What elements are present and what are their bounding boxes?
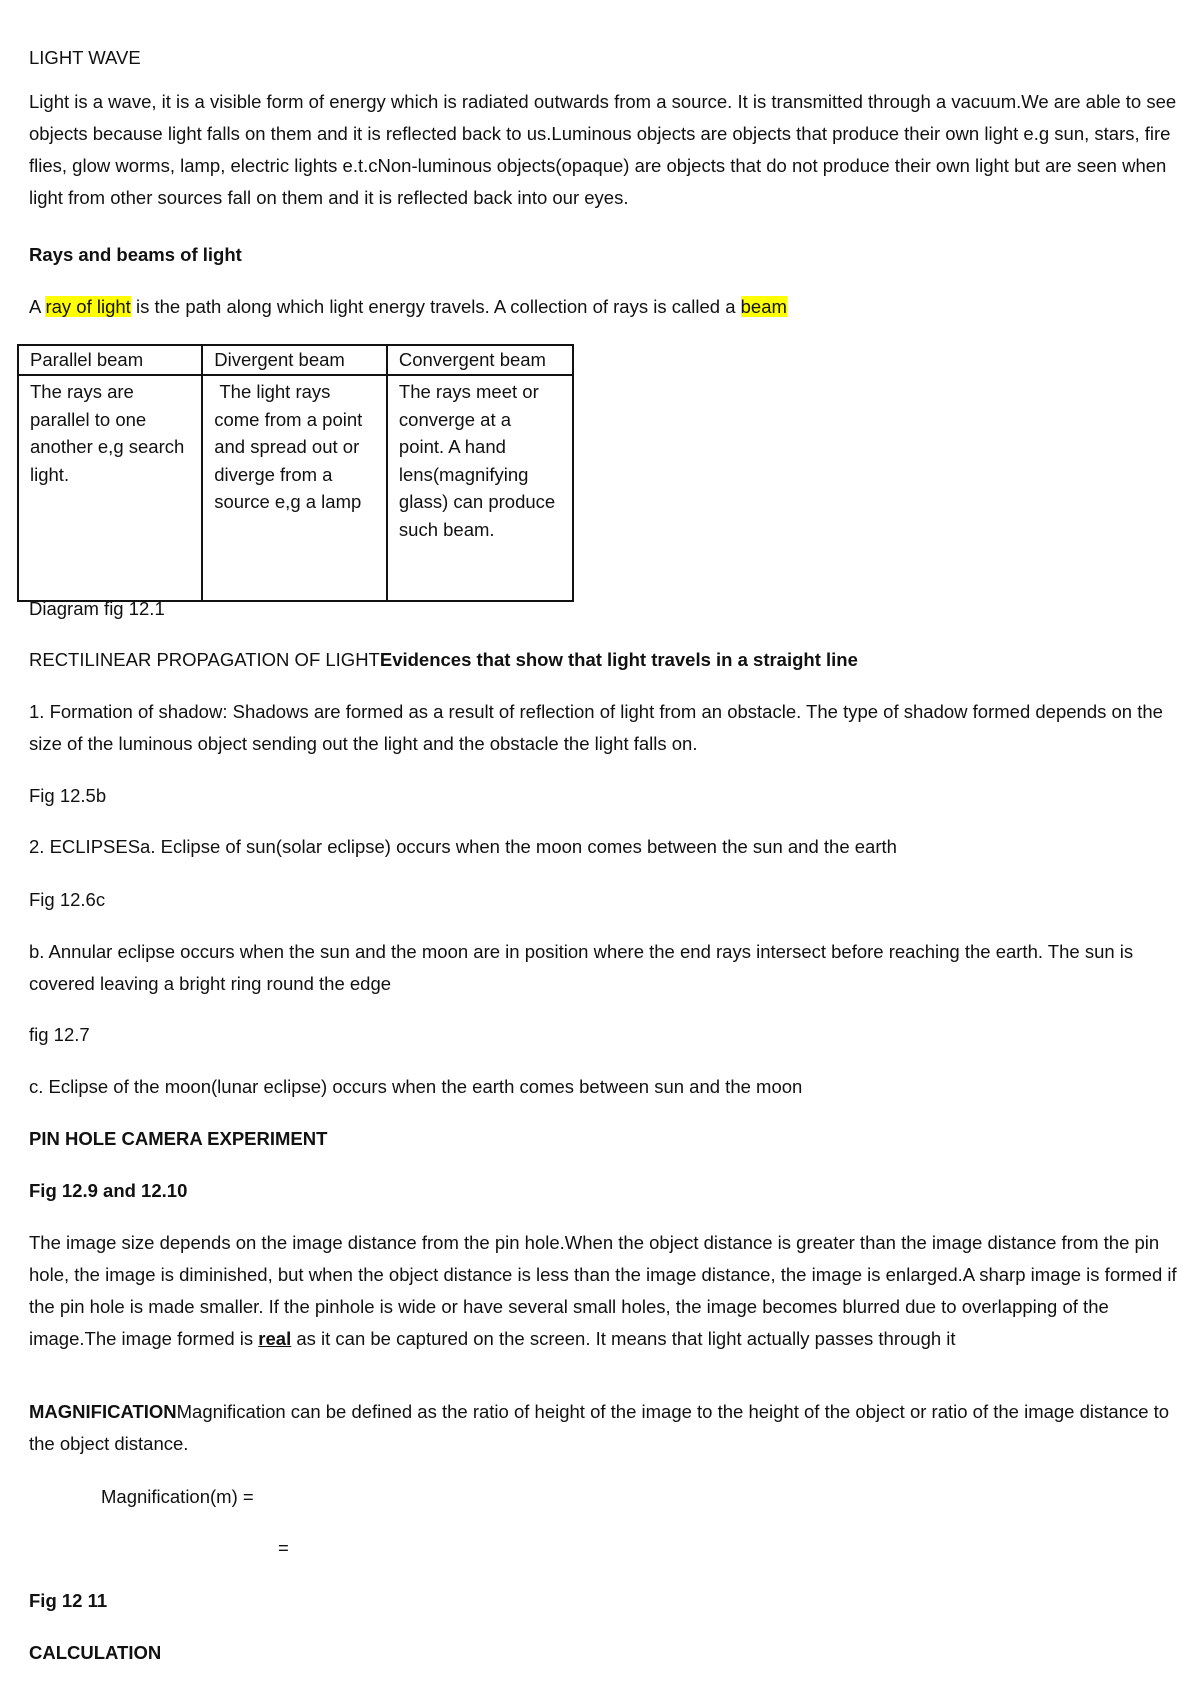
- title: LIGHT WAVE: [29, 47, 141, 68]
- ray-definition: [29, 291, 1179, 323]
- cell-convergent-beam: The rays meet or converge at a point. A hand lens(magnifying glass) can produce such beam.: [387, 375, 573, 601]
- lunar-eclipse-paragraph: c. Eclipse of the moon(lunar eclipse) occurs when the earth comes between sun and the moon: [29, 1076, 803, 1097]
- pinhole-heading: PIN HOLE CAMERA EXPERIMENT: [29, 1128, 328, 1149]
- magnification-text: Magnification can be defined as the ratio of height of the image to the height of the object or ratio of the image distance to the object distance.: [29, 1401, 1170, 1454]
- pinhole-text-pre: The image size depends on the image distance from the pin hole.When the object distance is greater than the image distance from the pin hole, the image is diminished, but when the object distance is less than the image distance, the image is enlarged.A sharp image is formed if the pin hole is made smaller. If the pinhole is wide or have several small holes, the image becomes blurred due to overlapping of the image.The image formed is: [29, 1232, 1177, 1349]
- fig-12-7-caption: fig 12.7: [29, 1024, 90, 1045]
- fig-12-11-caption: Fig 12 11: [29, 1590, 108, 1611]
- intro-paragraph: Light is a wave, it is a visible form of energy which is radiated outwards from a source. It is transmitted through a vacuum.We are able to see objects because light falls on them and it is reflected back to us.Luminous objects are objects that produce their own light e.g sun, stars, fire flies, glow worms, lamp, electric lights e.t.cNon-luminous objects(opaque) are objects that do not produce their own light but are seen when light from other sources fall on them and it is reflected back into our eyes.: [29, 91, 1177, 208]
- rectilinear-subheading: Evidences that show that light travels in a straight line: [379, 649, 858, 670]
- magnification-heading: MAGNIFICATION: [29, 1401, 177, 1422]
- magnification-formula-line-1: Magnification(m) =: [101, 1486, 254, 1507]
- eclipses-paragraph: 2. ECLIPSESa. Eclipse of sun(solar eclipse) occurs when the moon comes between the sun and the earth: [29, 836, 897, 857]
- header-convergent-beam: Convergent beam: [387, 345, 573, 375]
- table-row: [18, 375, 573, 601]
- shadow-paragraph: 1. Formation of shadow: Shadows are formed as a result of reflection of light from an obstacle. The type of shadow formed depends on the size of the luminous object sending out the light and the obstacle the light falls on.: [29, 701, 1163, 754]
- pinhole-paragraph: [29, 1227, 1179, 1355]
- cell-parallel-beam: The rays are parallel to one another e,g search light.: [18, 375, 202, 601]
- ray-def-pre: A: [29, 296, 46, 317]
- pinhole-text-post: as it can be captured on the screen. It means that light actually passes through it: [291, 1328, 956, 1349]
- magnification-formula-line-2: =: [278, 1537, 289, 1558]
- calculation-heading: CALCULATION: [29, 1642, 162, 1663]
- beam-highlight: beam: [740, 296, 787, 317]
- diagram-caption: Diagram fig 12.1: [29, 598, 165, 619]
- rectilinear-heading: RECTILINEAR PROPAGATION OF LIGHT: [29, 649, 380, 670]
- header-parallel-beam: Parallel beam: [18, 345, 202, 375]
- ray-def-mid: is the path along which light energy travels. A collection of rays is called a: [130, 296, 741, 317]
- fig-12-9-caption: Fig 12.9 and 12.10: [29, 1180, 188, 1201]
- annular-eclipse-paragraph: b. Annular eclipse occurs when the sun and the moon are in position where the end rays intersect before reaching the earth. The sun is covered leaving a bright ring round the edge: [29, 941, 1134, 994]
- rectilinear-heading-line: [29, 644, 1179, 676]
- table-header-row: [18, 345, 573, 375]
- magnification-paragraph: [29, 1396, 1179, 1460]
- fig-12-6c-caption: Fig 12.6c: [29, 889, 106, 910]
- header-divergent-beam: Divergent beam: [202, 345, 387, 375]
- ray-of-light-highlight: ray of light: [45, 296, 131, 317]
- beam-types-table: [17, 344, 574, 602]
- real-term: real: [258, 1328, 292, 1349]
- cell-divergent-beam: The light rays come from a point and spread out or diverge from a source e,g a lamp: [202, 375, 387, 601]
- fig-12-5b-caption: Fig 12.5b: [29, 785, 107, 806]
- rays-heading: Rays and beams of light: [29, 244, 242, 265]
